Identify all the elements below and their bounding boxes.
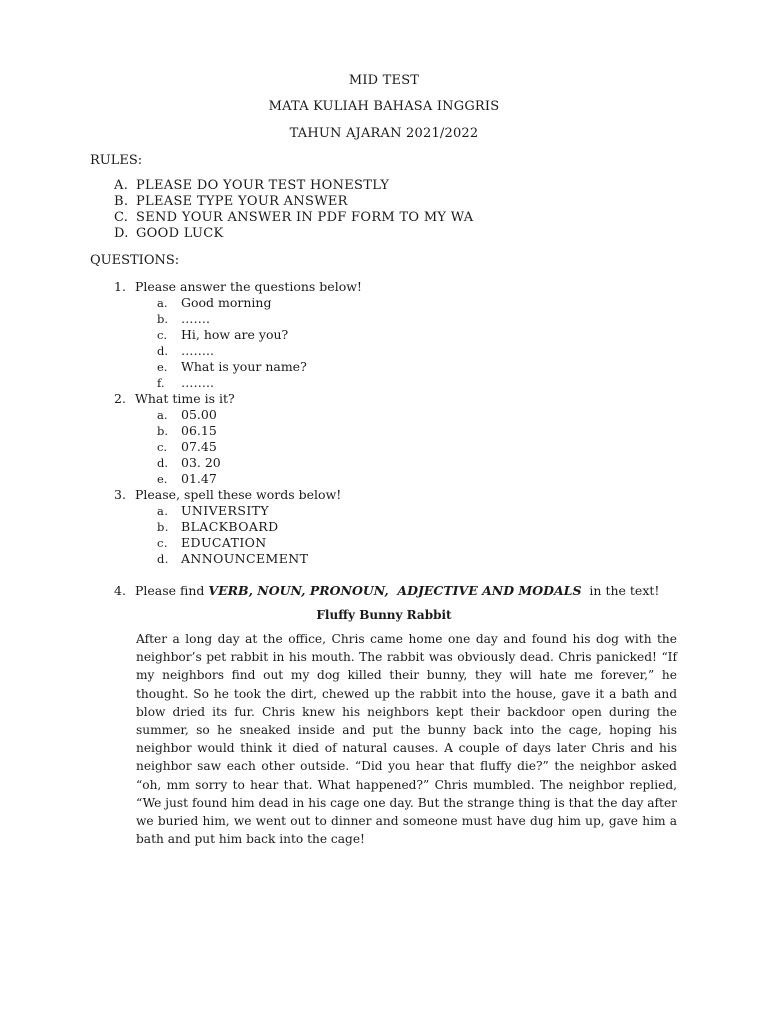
list-item [157, 535, 267, 550]
rule-item [114, 194, 348, 209]
list-item [157, 503, 269, 518]
list-item [157, 423, 217, 438]
item-letter: a. [157, 408, 168, 422]
list-item [157, 455, 221, 470]
rule-letter: D. [114, 226, 129, 241]
item-letter: b. [157, 520, 169, 534]
rules-label: RULES: [90, 153, 143, 168]
list-item [157, 375, 214, 390]
item-text: …….. [181, 343, 214, 358]
academic-year: TAHUN AJARAN 2021/2022 [289, 126, 479, 141]
question-number: 3. [114, 487, 126, 502]
item-text: EDUCATION [181, 535, 267, 550]
item-letter: c. [157, 536, 168, 550]
item-text: 07.45 [181, 439, 217, 454]
list-item [157, 519, 279, 534]
list-item [157, 551, 308, 566]
list-item [157, 327, 288, 342]
list-item [157, 311, 210, 326]
question-text: Please, spell these words below! [135, 487, 342, 502]
item-letter: a. [157, 296, 168, 310]
rule-text: GOOD LUCK [136, 226, 224, 241]
list-item [157, 407, 217, 422]
item-text: Hi, how are you? [181, 327, 289, 342]
question-3 [114, 487, 341, 502]
course-title: MATA KULIAH BAHASA INGGRIS [268, 99, 500, 114]
list-item [157, 343, 214, 358]
story-body: After a long day at the office, Chris came home one day and found his dog with the neighbor’s pet rabbit in his mouth. The rabbit was obviously dead. Chris panicked! “If my neighbors find out my dog killed their bunny, they will hate me forever,” he thought. So he took the dirt, chewed up the rabbit into the house, gave it a bath and blow dried its fur. Chris knew his neighbors kept their backdoor open during the summer, so he sneaked inside and put the bunny back into the cage, hoping his neighbor would think it died of natural causes. A couple of days later Chris and his neighbor saw each other outside. “Did you hear that fluffy die?” the neighbor asked “oh, mm sorry to hear that. What happened?” Chris mumbled. The neighbor replied, “We just found him dead in his cage one day. But the strange thing is that the day after we buried him, we went out to dinner and someone must have dug him up, gave him a bath and put him back into the cage! [136, 632, 677, 847]
question-emphasis: VERB, NOUN, PRONOUN, ADJECTIVE AND MODALS [208, 583, 582, 598]
question-4 [114, 583, 659, 598]
item-text: …….. [181, 375, 214, 390]
item-letter: d. [157, 344, 169, 358]
item-text: 01.47 [181, 471, 217, 486]
question-text-suffix: in the text! [581, 583, 660, 598]
item-letter: d. [157, 456, 169, 470]
question-number: 1. [114, 279, 126, 294]
rule-text: SEND YOUR ANSWER IN PDF FORM TO MY WA [136, 210, 474, 225]
item-letter: e. [157, 472, 168, 486]
story-title: Fluffy Bunny Rabbit [316, 608, 452, 622]
rule-item [114, 178, 389, 193]
item-text: 06.15 [181, 423, 217, 438]
item-text: 05.00 [181, 407, 217, 422]
list-item [157, 471, 217, 486]
item-letter: c. [157, 328, 168, 342]
question-number: 2. [114, 391, 126, 406]
list-item [157, 295, 271, 310]
question-number: 4. [114, 583, 126, 598]
item-text: ANNOUNCEMENT [181, 551, 309, 566]
item-letter: e. [157, 360, 168, 374]
list-item [157, 359, 307, 374]
question-2 [114, 391, 235, 406]
rule-letter: B. [114, 194, 129, 209]
item-text: BLACKBOARD [181, 519, 279, 534]
rule-letter: A. [114, 178, 129, 193]
item-text: What is your name? [181, 359, 307, 374]
rule-item [114, 210, 473, 225]
item-text: Good morning [181, 295, 272, 310]
test-title: MID TEST [348, 73, 420, 88]
rule-text: PLEASE DO YOUR TEST HONESTLY [136, 178, 390, 193]
rule-text: PLEASE TYPE YOUR ANSWER [136, 194, 348, 209]
question-1 [114, 279, 362, 294]
question-text: What time is it? [135, 391, 235, 406]
questions-label: QUESTIONS: [90, 253, 180, 268]
item-text: 03. 20 [181, 455, 221, 470]
item-text: UNIVERSITY [181, 503, 270, 518]
item-letter: a. [157, 504, 169, 518]
list-item [157, 439, 217, 454]
item-letter: b. [157, 424, 169, 438]
item-letter: b. [157, 312, 169, 326]
rule-letter: C. [114, 210, 129, 225]
question-text-prefix: Please find [135, 583, 209, 598]
item-letter: d. [157, 552, 169, 566]
item-letter: c. [157, 440, 168, 454]
question-text: Please answer the questions below! [135, 279, 362, 294]
item-text: ……. [181, 311, 210, 326]
rule-item [114, 226, 224, 241]
item-letter: f. [157, 376, 165, 390]
